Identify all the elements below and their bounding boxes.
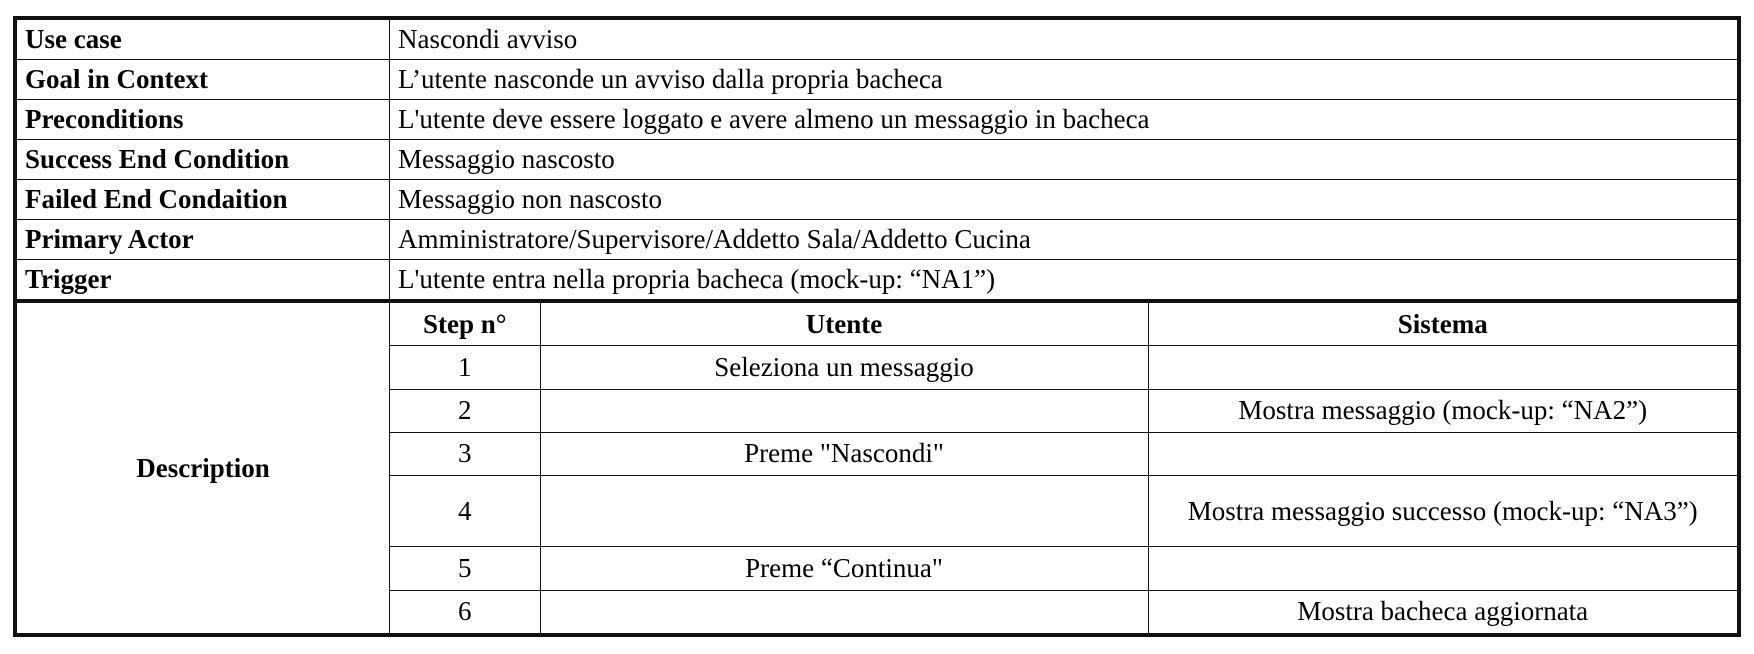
table-row [15, 301, 1739, 635]
table-row [15, 180, 1739, 220]
step-row [390, 547, 1737, 590]
table-row [15, 260, 1739, 302]
actor-value: Amministratore/Supervisore/Addetto Sala/Addetto Cucina [390, 220, 1740, 260]
step-system-action: Mostra messaggio successo (mock-up: “NA3”) [1148, 476, 1737, 547]
step-user-action [540, 389, 1148, 432]
goal-value: L’utente nasconde un avviso dalla propria bacheca [390, 60, 1740, 100]
step-number: 6 [390, 590, 540, 633]
table-row [15, 100, 1739, 140]
table-row [15, 18, 1739, 60]
goal-label: Goal in Context [15, 60, 390, 100]
description-cell [390, 301, 1740, 635]
step-system-action: Mostra bacheca aggiornata [1148, 590, 1737, 633]
step-row [390, 476, 1737, 547]
step-number: 4 [390, 476, 540, 547]
step-row [390, 432, 1737, 475]
success-value: Messaggio nascosto [390, 140, 1740, 180]
step-system-action: Mostra messaggio (mock-up: “NA2”) [1148, 389, 1737, 432]
step-row [390, 590, 1737, 633]
step-user-action: Seleziona un messaggio [540, 346, 1148, 389]
step-user-action [540, 476, 1148, 547]
success-label: Success End Condition [15, 140, 390, 180]
step-system-action [1148, 547, 1737, 590]
steps-table [390, 303, 1737, 633]
step-row [390, 346, 1737, 389]
use-case-table [13, 16, 1741, 637]
trigger-label: Trigger [15, 260, 390, 302]
step-row [390, 389, 1737, 432]
step-number: 2 [390, 389, 540, 432]
user-header: Utente [540, 303, 1148, 346]
description-label: Description [15, 301, 390, 635]
step-user-action: Preme “Continua" [540, 547, 1148, 590]
actor-label: Primary Actor [15, 220, 390, 260]
table-row [15, 220, 1739, 260]
trigger-value: L'utente entra nella propria bacheca (mock-up: “NA1”) [390, 260, 1740, 302]
preconditions-label: Preconditions [15, 100, 390, 140]
step-number: 3 [390, 432, 540, 475]
table-row [15, 140, 1739, 180]
step-system-action [1148, 432, 1737, 475]
failed-label: Failed End Condaition [15, 180, 390, 220]
preconditions-value: L'utente deve essere loggato e avere almeno un messaggio in bacheca [390, 100, 1740, 140]
system-header: Sistema [1148, 303, 1737, 346]
steps-header-row [390, 303, 1737, 346]
step-number-header: Step n° [390, 303, 540, 346]
table-row [15, 60, 1739, 100]
step-number: 5 [390, 547, 540, 590]
use-case-label: Use case [15, 18, 390, 60]
step-number: 1 [390, 346, 540, 389]
failed-value: Messaggio non nascosto [390, 180, 1740, 220]
step-system-action [1148, 346, 1737, 389]
use-case-value: Nascondi avviso [390, 18, 1740, 60]
step-user-action [540, 590, 1148, 633]
step-user-action: Preme "Nascondi" [540, 432, 1148, 475]
